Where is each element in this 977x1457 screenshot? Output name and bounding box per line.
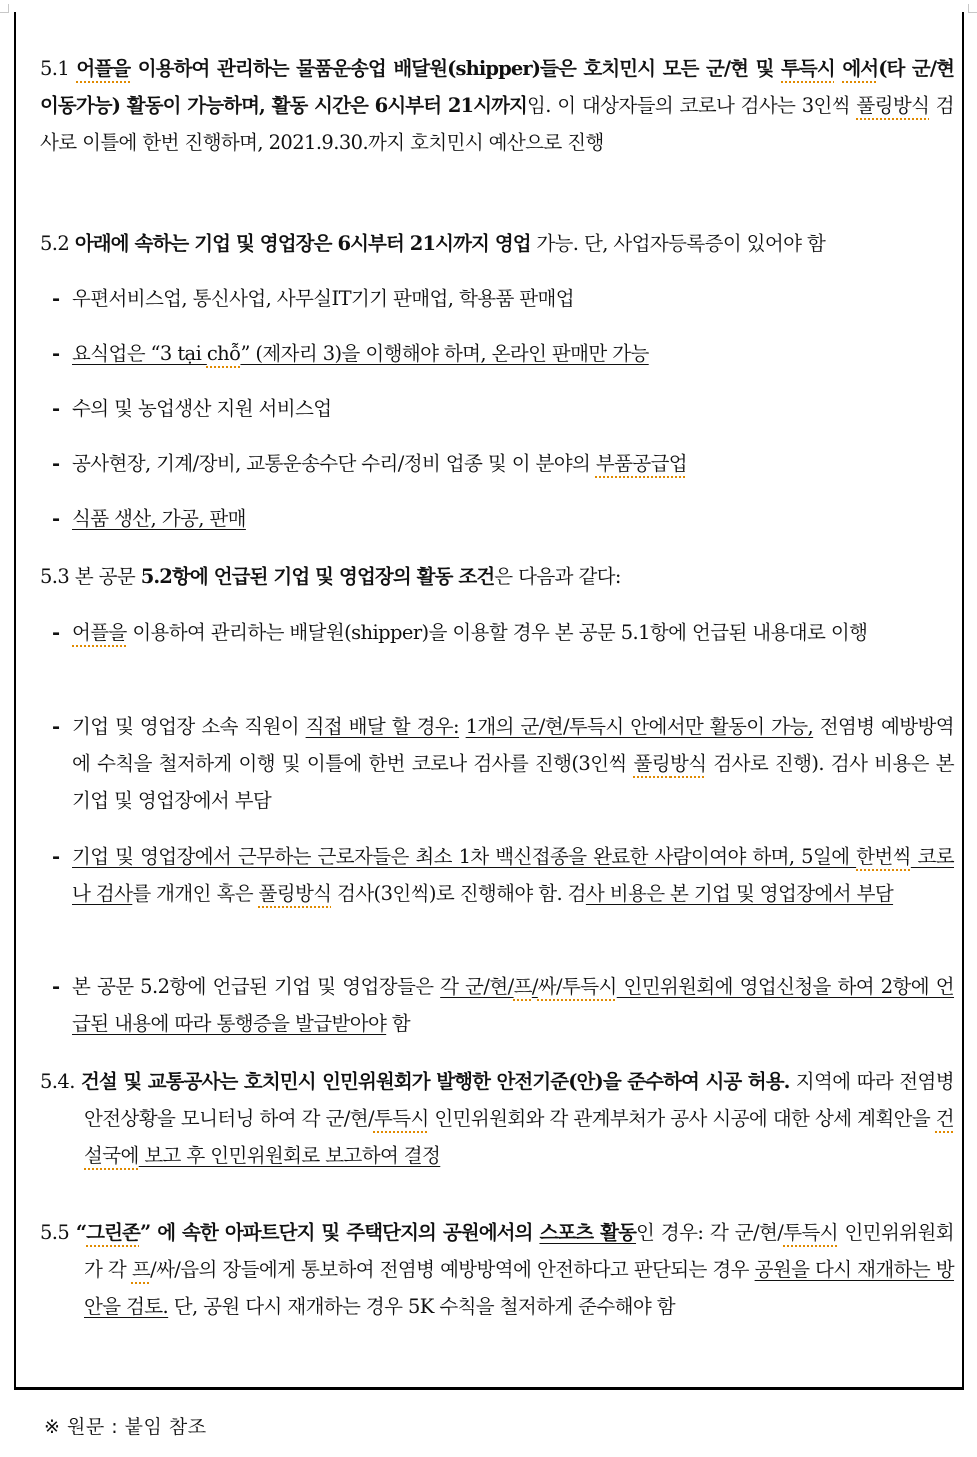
- bullet-dash: -: [52, 507, 60, 530]
- spellcheck-word: 부품공급업: [595, 452, 688, 475]
- spellcheck-word: 풀링방식: [258, 882, 332, 905]
- section-number: 5.3: [40, 565, 75, 588]
- section-number: 5.2: [40, 232, 75, 255]
- list-item: - 요식업은 “3 tại chỗ” (제자리 3)을 이행해야 하며, 온라인 판매만 가능: [52, 335, 954, 372]
- section-5-3-heading: 5.2항에 언급된 기업 및 영업장의 활동 조건: [140, 565, 495, 588]
- list-item: - 공사현장, 기계/장비, 교통운송수단 수리/정비 업종 및 이 분야의 부품공급업: [52, 445, 954, 482]
- list-item: - 본 공문 5.2항에 언급된 기업 및 영업장들은 각 군/현/프/싸/투득시 인민위원회에 영업신청을 하여 2항에 언급된 내용에 따라 통행증을 발급받아야 함: [52, 968, 954, 1042]
- section-number: 5.4.: [40, 1070, 81, 1093]
- section-5-1: 5.1 어플을 이용하여 관리하는 물품운송업 배달원(shipper)들은 호치민시 모든 군/현 및 투득시 에서(타 군/현 이동가능) 활동이 가능하며, 활동 시간은 6시부터 21시까지임. 이 대상자들의 코로나 검사는 3인씩 풀링방식 검사로 이틀에 한번 진행하며, 2021.9.30.까지 호치민시 예산으로 진행: [40, 57, 955, 154]
- bullet-dash: -: [52, 397, 60, 420]
- section-number: 5.5: [40, 1221, 76, 1244]
- section-5-2-heading: 아래에 속하는 기업 및 영업장은 6시부터 21시까지 영업: [74, 232, 531, 255]
- footer-note: [44, 1412, 207, 1439]
- bullet-dash: -: [52, 342, 60, 365]
- page-corner-mark-right: [968, 4, 977, 13]
- page-corner-mark-left: [0, 4, 9, 13]
- bullet-dash: -: [52, 845, 60, 868]
- spellcheck-word: 그린존: [86, 1221, 140, 1244]
- spellcheck-word: 건설국에: [84, 1107, 955, 1167]
- spellcheck-word: 방식: [670, 752, 707, 775]
- spellcheck-word: 풀링방식: [856, 94, 930, 117]
- list-item: - 기업 및 영업장에서 근무하는 근로자들은 최소 1차 백신접종을 완료한 사람이여야 하며, 5일에 한번씩 코로나 검사를 개개인 혹은 풀링방식 검사(3인씩)로 진행해야 함. 검사 비용은 본 기업 및 영업장에서 부담: [52, 838, 954, 912]
- bullet-dash: -: [52, 621, 60, 644]
- document-content-box: [14, 12, 964, 1390]
- section-5-4: 5.4. 건설 및 교통공사는 호치민시 인민위원회가 발행한 안전기준(안)을 준수하여 시공 허용. 지역에 따라 전염병 안전상황을 모니터닝 하여 각 군/현/투득시 인민위원회와 각 관계부처가 공사 시공에 대한 상세 계획안을 건설국에 보고 후 인민위원회로 보고하여 결정: [40, 1070, 955, 1167]
- bullet-dash: -: [52, 715, 60, 738]
- spellcheck-word: 투득시: [781, 57, 835, 80]
- bullet-dash: -: [52, 287, 60, 310]
- section-5-4-heading: 건설 및 교통공사는 호치민시 인민위원회가 발행한 안전기준(안)을 준수하여 시공 허용.: [81, 1070, 790, 1093]
- spellcheck-word: 한번씩: [856, 845, 911, 868]
- list-item: - 식품 생산, 가공, 판매: [52, 500, 954, 537]
- spellcheck-word: 투득시: [373, 1107, 429, 1130]
- spellcheck-word: chỗ: [206, 342, 241, 365]
- list-item: - 수의 및 농업생산 지원 서비스업: [52, 390, 954, 427]
- section-5-2: 5.2 아래에 속하는 기업 및 영업장은 6시부터 21시까지 영업 가능. 단, 사업자등록증이 있어야 함: [40, 232, 826, 255]
- spellcheck-word: 프: [131, 1258, 151, 1281]
- list-item: - 기업 및 영업장 소속 직원이 직접 배달 할 경우: 1개의 군/현/투득시 안에서만 활동이 가능, 전염병 예방방역에 수칙을 철저하게 이행 및 이틀에 한번 코로나 검사를 진행(3인씩 풀링방식 검사로 진행). 검사 비용은 본 기업 및 영업장에서 부담: [52, 708, 954, 819]
- section-5-3: 5.3 본 공문 5.2항에 언급된 기업 및 영업장의 활동 조건은 다음과 같다:: [40, 565, 621, 588]
- spellcheck-word: 어플을: [76, 57, 131, 80]
- spellcheck-word: 투득시: [783, 1221, 838, 1244]
- reference-mark-icon: ※: [44, 1416, 61, 1438]
- bullet-dash: -: [52, 452, 60, 475]
- spellcheck-word: 프: [513, 975, 532, 998]
- section-5-5: 5.5 “그린존” 에 속한 아파트단지 및 주택단지의 공원에서의 스포츠 활동인 경우: 각 군/현/투득시 인민위위원회가 각 프/싸/읍의 장들에게 통보하여 전염병 예방방역에 안전하다고 판단되는 경우 공원을 다시 재개하는 방안을 검토. 단, 공원 다시 재개하는 경우 5K 수칙을 철저하게 준수해야 함: [40, 1221, 955, 1318]
- spellcheck-word: 에서: [842, 57, 879, 80]
- spellcheck-word: 어플을: [72, 621, 127, 644]
- footer-text: 원문 : 붙임 참조: [60, 1416, 207, 1438]
- section-number: 5.1: [40, 57, 77, 80]
- list-item: - 우편서비스업, 통신사업, 사무실IT기기 판매업, 학용품 판매업: [52, 280, 954, 317]
- bullet-dash: -: [52, 975, 60, 998]
- list-item: - 어플을 이용하여 관리하는 배달원(shipper)을 이용할 경우 본 공문 5.1항에 언급된 내용대로 이행: [52, 614, 954, 651]
- spellcheck-word: 싸/투득시: [537, 975, 617, 998]
- spellcheck-word: 풀링: [633, 752, 671, 775]
